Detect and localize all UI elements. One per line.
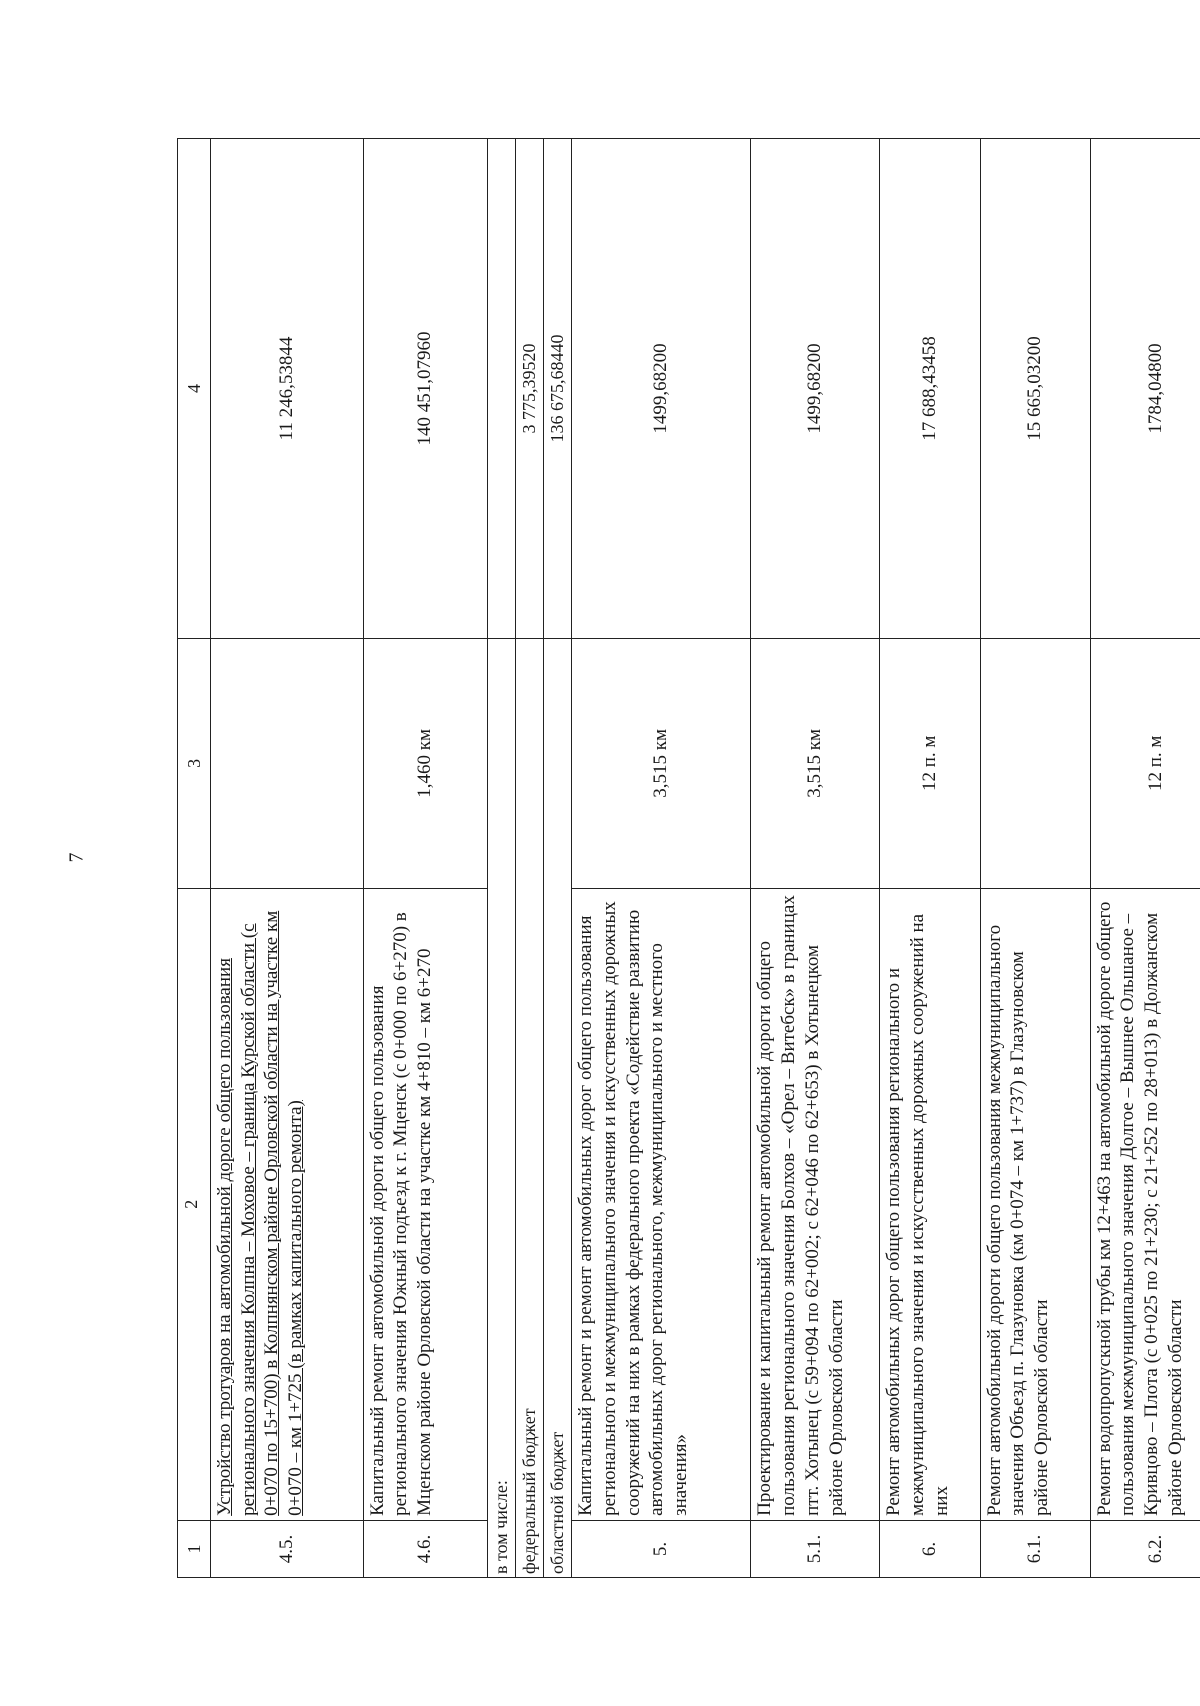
budget-table-rotated xyxy=(177,138,1200,1578)
table-row xyxy=(880,139,980,1578)
row-measure xyxy=(210,639,363,889)
table-row xyxy=(980,139,1090,1578)
page-number: 7 xyxy=(65,852,88,863)
row-measure: 12 п. м xyxy=(1090,639,1200,889)
federal-budget-label: федеральный бюджет xyxy=(516,639,544,1578)
subtotal-federal-row xyxy=(516,139,544,1578)
row-number: 4.6. xyxy=(363,1520,487,1577)
row-amount: 17 688,43458 xyxy=(880,139,980,639)
row-description: Капитальный ремонт и ремонт автомобильных дорог общего пользования регионального и межмуниципального значения и искусственных дорожных сооружений на них в рамках федерального проекта «Содействие развитию автомобильных дорог регионального, межмуниципального и местного значения» xyxy=(572,888,751,1520)
budget-table xyxy=(177,138,1200,1578)
regional-budget-amount: 136 675,68440 xyxy=(544,139,572,639)
row-measure xyxy=(980,639,1090,889)
row-number: 6.1. xyxy=(980,1520,1090,1577)
row-amount: 140 451,07960 xyxy=(363,139,487,639)
table-header-row xyxy=(178,139,211,1578)
row-amount: 1784,04800 xyxy=(1090,139,1200,639)
including-amount xyxy=(487,139,515,639)
regional-budget-label: областной бюджет xyxy=(544,639,572,1578)
row-number: 5.1. xyxy=(751,1520,880,1577)
column-header-2: 2 xyxy=(178,888,211,1520)
row-measure: 3,515 км xyxy=(751,639,880,889)
table-row xyxy=(572,139,751,1578)
federal-budget-amount: 3 775,39520 xyxy=(516,139,544,639)
including-label: в том числе: xyxy=(487,639,515,1578)
column-header-1: 1 xyxy=(178,1520,211,1577)
table-row xyxy=(1090,139,1200,1578)
column-header-3: 3 xyxy=(178,639,211,889)
row-measure: 3,515 км xyxy=(572,639,751,889)
subtotal-regional-row xyxy=(544,139,572,1578)
row-amount: 1499,68200 xyxy=(751,139,880,639)
row-amount: 15 665,03200 xyxy=(980,139,1090,639)
row-description: Капитальный ремонт автомобильной дороги общего пользования регионального значения Южный подъезд к г. Мценск (с 0+000 по 6+270) в Мценском районе Орловской области на участке км 4+810 – км 6+270 xyxy=(363,888,487,1520)
row-number: 5. xyxy=(572,1520,751,1577)
table-row xyxy=(363,139,487,1578)
table-row xyxy=(751,139,880,1578)
row-description: Устройство тротуаров на автомобильной дороге общего пользования регионального значения Колпна – Моховое – граница Курской области (с 0+070 по 15+700) в Колпнянском районе Орловской области на участке км 0+070 – км 1+725 (в рамках капитального ремонта) xyxy=(210,888,363,1520)
row-description: Ремонт автомобильных дорог общего пользования регионального и межмуниципального значения и искусственных дорожных сооружений на них xyxy=(880,888,980,1520)
column-header-4: 4 xyxy=(178,139,211,639)
row-description: Ремонт автомобильной дороги общего пользования межмуниципального значения Объезд п. Глазуновка (км 0+074 – км 1+737) в Глазуновском районе Орловской области xyxy=(980,888,1090,1520)
row-amount: 1499,68200 xyxy=(572,139,751,639)
table-row xyxy=(210,139,363,1578)
row-number: 6. xyxy=(880,1520,980,1577)
row-amount: 11 246,53844 xyxy=(210,139,363,639)
row-description: Проектирование и капитальный ремонт автомобильной дороги общего пользования регионального значения Болхов – «Орел – Витебск» в границах птт. Хотынец (с 59+094 по 62+002; с 62+046 по 62+653) в Хотынецком районе Орловской области xyxy=(751,888,880,1520)
subtotal-including-row xyxy=(487,139,515,1578)
row-description: Ремонт водопропускной трубы км 12+463 на автомобильной дороге общего пользования межмуниципального значения Долгое – Вышнее Ольшаное – Кривцово – Плота (с 0+025 по 21+230; с 21+252 по 28+013) в Должанском районе Орловской области xyxy=(1090,888,1200,1520)
row-measure: 12 п. м xyxy=(880,639,980,889)
row-number: 6.2. xyxy=(1090,1520,1200,1577)
row-number: 4.5. xyxy=(210,1520,363,1577)
row-measure: 1,460 км xyxy=(363,639,487,889)
